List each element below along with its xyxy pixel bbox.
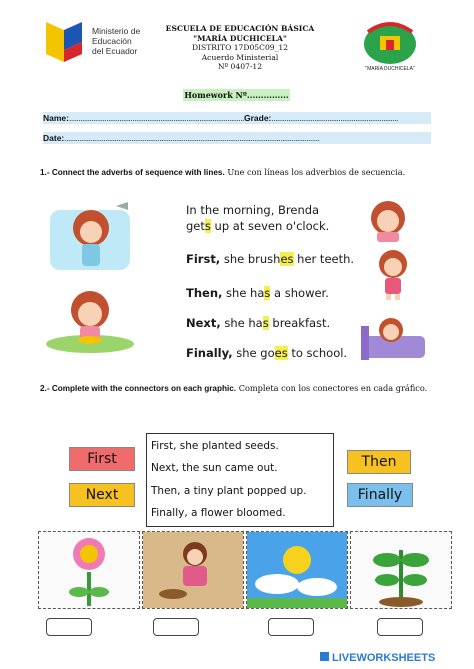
answer-box-flower[interactable] — [46, 618, 92, 636]
exercise1-instruction — [40, 167, 440, 178]
ministry-line: Ministerio de — [92, 26, 141, 36]
highlight: s — [204, 219, 211, 233]
instruction-spanish: Completa con los conectores en cada gráfico. — [238, 383, 428, 393]
sentence-text: get — [186, 219, 205, 233]
sentence-text: to school. — [287, 346, 348, 360]
sentence-text: she ha — [222, 286, 265, 300]
brand-icon — [320, 652, 329, 661]
date-label: Date: — [43, 133, 65, 143]
girl-breakfast-picture[interactable] — [44, 288, 136, 354]
ministry-line: Educación — [92, 36, 132, 46]
story-line: First, she planted seeds. — [151, 440, 279, 452]
school-crest-logo — [360, 18, 420, 66]
sentence-text: she ha — [220, 316, 263, 330]
liveworksheets-logo — [320, 652, 435, 664]
girl-planting-picture — [142, 531, 244, 609]
plant-picture — [350, 531, 452, 609]
sentence-text: breakfast. — [268, 316, 331, 330]
word-first[interactable]: First — [69, 447, 135, 471]
ecuador-flag-logo — [46, 22, 82, 62]
school-name-quoted: "MARÍA DUCHICELA" — [193, 33, 287, 43]
story-line: Finally, a flower bloomed. — [151, 507, 286, 519]
sentence-text: her teeth. — [293, 252, 355, 266]
sentence-text: In the morning, Brenda — [186, 203, 320, 217]
girl-in-bed-picture[interactable] — [357, 314, 429, 364]
answer-box-sun[interactable] — [268, 618, 314, 636]
girl-picture[interactable] — [368, 248, 418, 300]
sentence-gets-up — [186, 219, 329, 233]
girl-shower-picture[interactable] — [46, 200, 136, 276]
adverb-next: Next, — [186, 316, 221, 330]
girl-brushing-teeth-picture[interactable] — [357, 198, 419, 242]
grade-label: Grade: — [243, 113, 272, 123]
exercise2-instruction — [40, 383, 440, 394]
school-name: ESCUELA DE EDUCACIÓN BÁSICA — [165, 24, 315, 33]
sentence-first[interactable] — [186, 252, 354, 266]
date-row — [43, 132, 431, 144]
sentence-text: she go — [232, 346, 275, 360]
crest-caption: "MARÍA DUCHICELA" — [365, 66, 415, 72]
brand-text: LIVEWORKSHEETS — [332, 652, 436, 664]
adverb-first: First, — [186, 252, 221, 266]
ministry-line: del Ecuador — [92, 46, 138, 56]
sentence-text: a shower. — [270, 286, 329, 300]
highlight: s — [264, 286, 271, 300]
name-grade-row — [43, 112, 431, 124]
sentence-next[interactable] — [186, 316, 330, 330]
flower-picture — [38, 531, 140, 609]
word-then[interactable]: Then — [347, 450, 411, 474]
instruction-spanish: Une con líneas los adverbios de secuencia. — [227, 167, 406, 177]
homework-number: Homework Nº............... — [184, 90, 289, 100]
ministry-name — [92, 26, 140, 56]
adverb-then: Then, — [186, 286, 223, 300]
name-label: Name: — [43, 113, 69, 123]
sentence-text: she brush — [220, 252, 281, 266]
name-field[interactable]: .............................................................................................. — [68, 113, 244, 123]
story-line: Then, a tiny plant popped up. — [151, 485, 307, 497]
word-next[interactable]: Next — [69, 483, 135, 507]
sentence-text: up at seven o'clock. — [210, 219, 330, 233]
agreement-number: Nº 0407-12 — [217, 62, 263, 71]
instruction-bold: 1.- Connect the adverbs of sequence with lines. — [40, 168, 225, 177]
adverb-finally: Finally, — [186, 346, 233, 360]
sun-picture — [246, 531, 348, 609]
instruction-bold: 2.- Complete with the connectors on each graphic. — [40, 384, 237, 393]
sentence-then[interactable] — [186, 286, 329, 300]
highlight: es — [274, 346, 288, 360]
ministerial-agreement: Acuerdo Ministerial — [201, 52, 279, 62]
sentence-finally[interactable] — [186, 346, 347, 360]
date-field[interactable]: ......................................................................................................................................... — [64, 133, 320, 143]
word-finally[interactable]: Finally — [347, 483, 413, 507]
district: DISTRITO 17D05C09_12 — [191, 43, 289, 52]
sentence-morning — [186, 203, 319, 217]
answer-box-plant[interactable] — [377, 618, 423, 636]
answer-box-planting[interactable] — [153, 618, 199, 636]
story-line: Next, the sun came out. — [151, 462, 278, 474]
highlight: es — [280, 252, 294, 266]
grade-field[interactable]: .................................................................... — [271, 113, 398, 123]
highlight: s — [262, 316, 269, 330]
school-header — [150, 24, 330, 72]
